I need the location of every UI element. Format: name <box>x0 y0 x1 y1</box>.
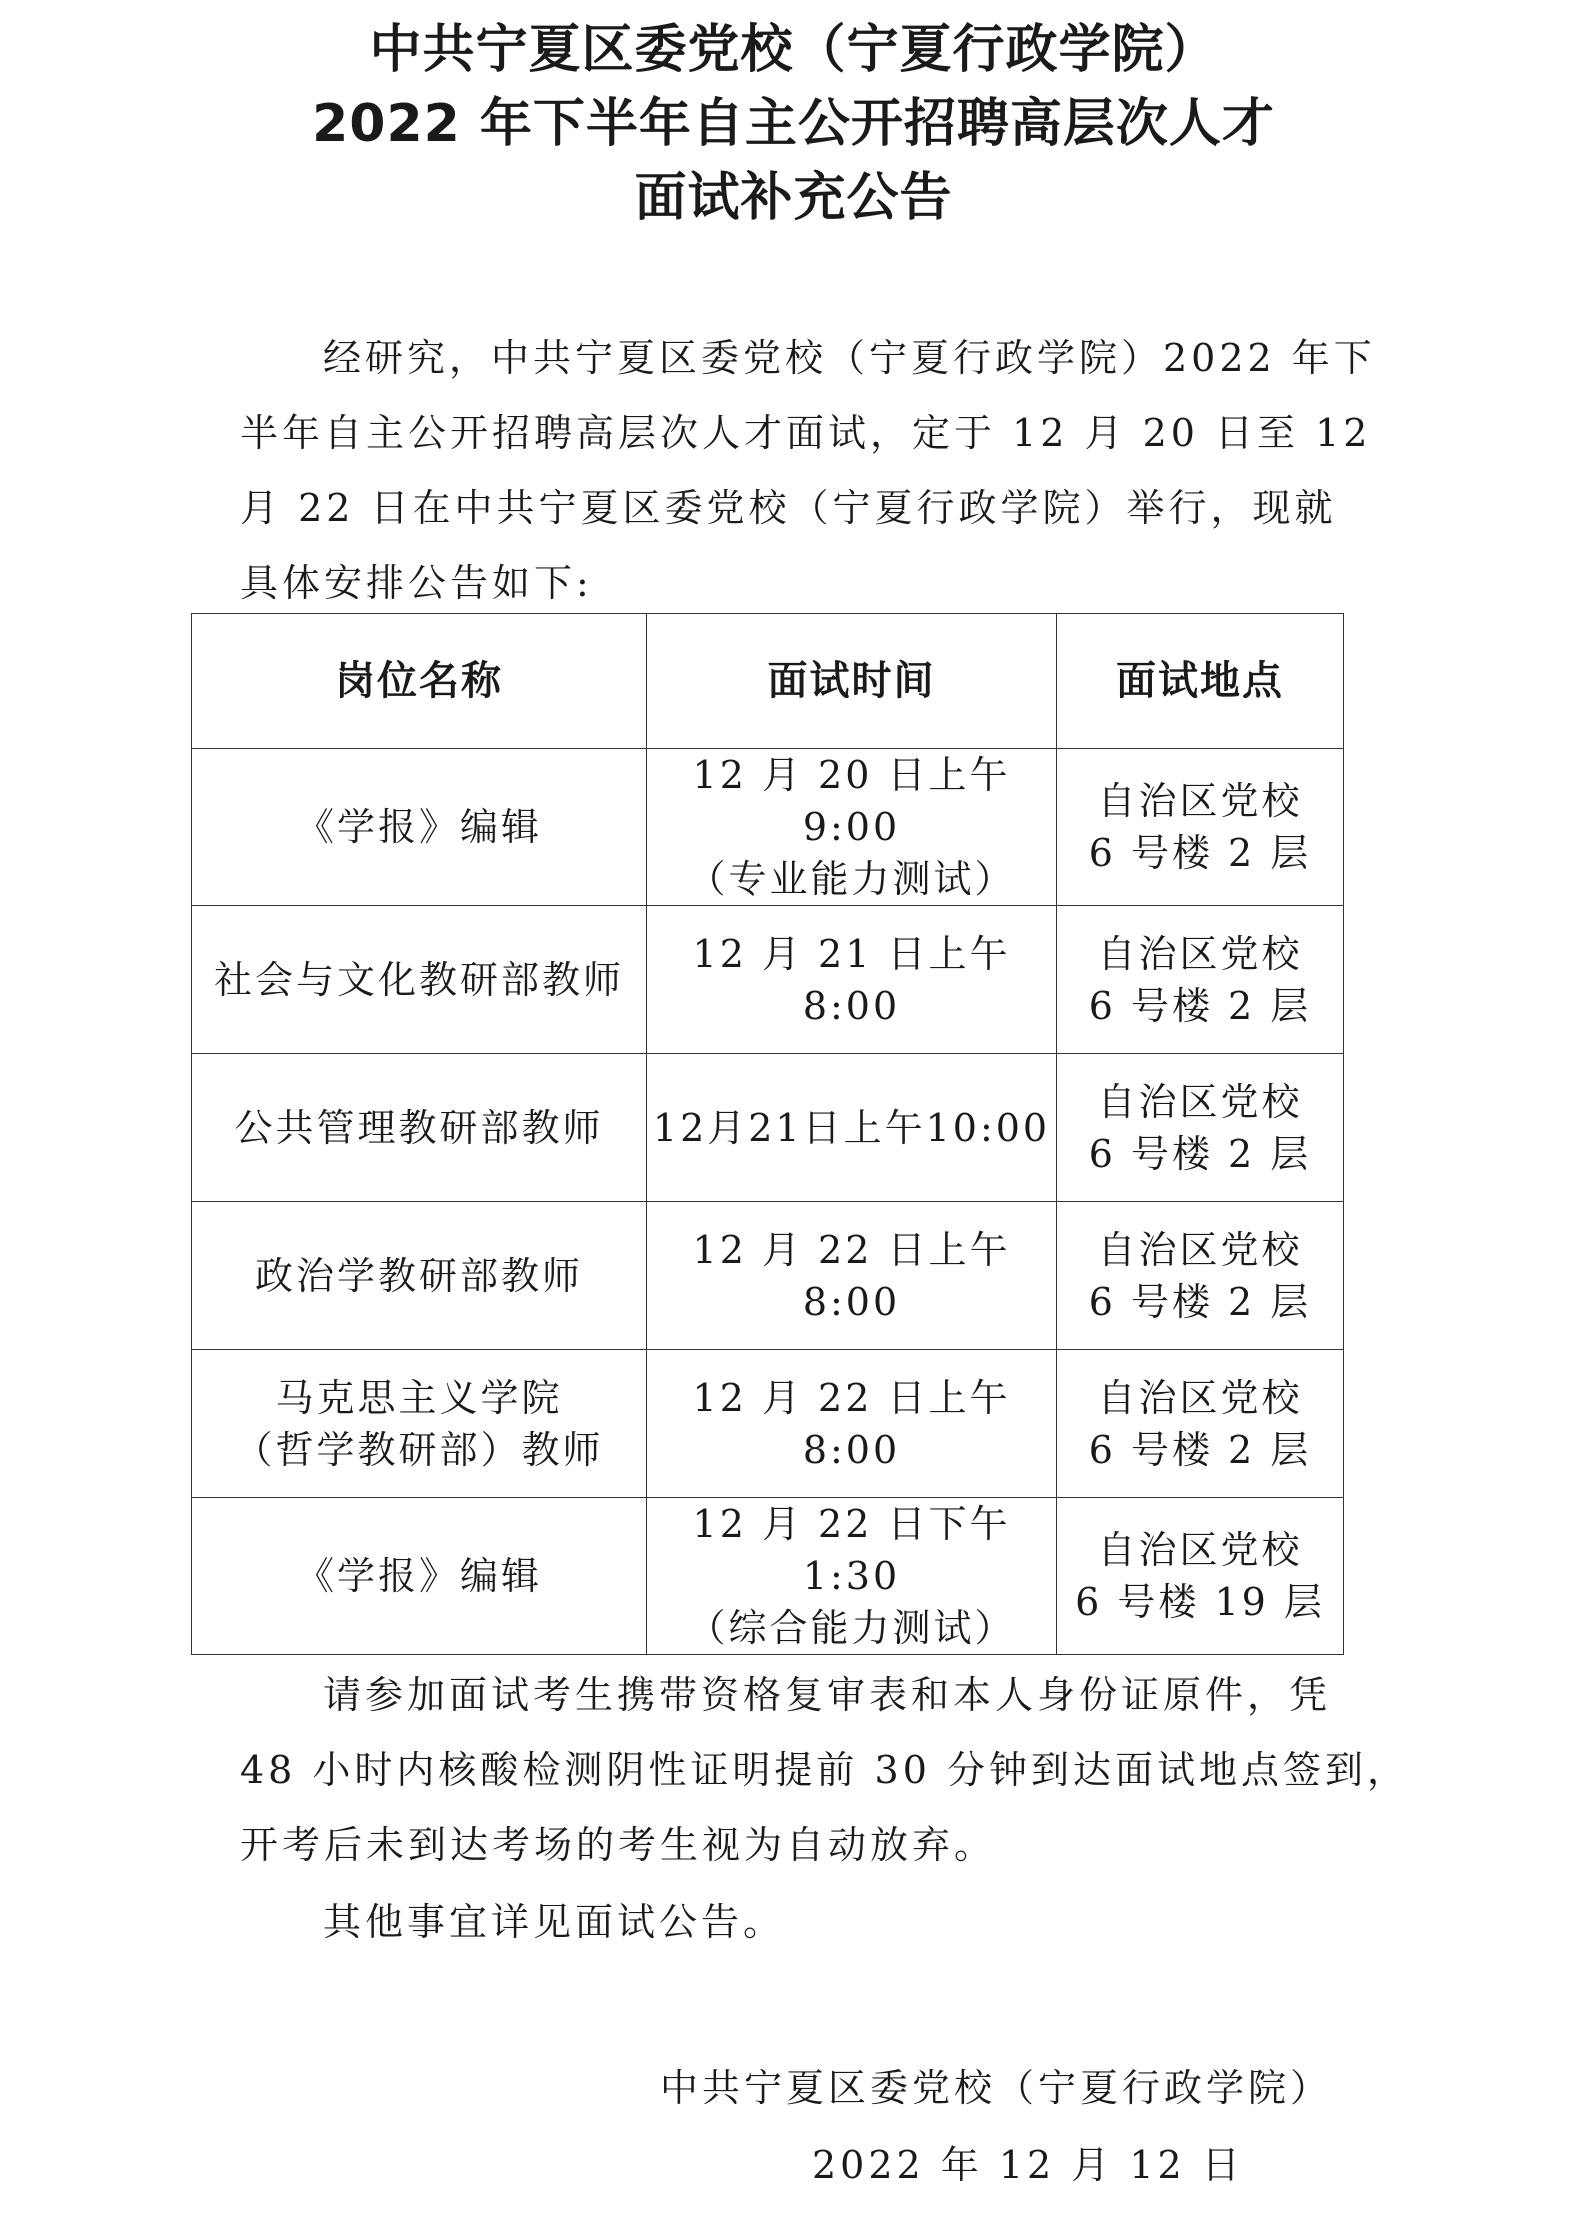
cell-time: 12月21日上午10:00 <box>647 1054 1057 1202</box>
cell-place: 自治区党校 6 号楼 2 层 <box>1057 906 1344 1054</box>
table-row <box>192 749 1344 906</box>
cell-place: 自治区党校 6 号楼 2 层 <box>1057 1054 1344 1202</box>
intro-line-4: 具体安排公告如下: <box>240 561 593 605</box>
notice-line-2: 48 小时内核酸检测阴性证明提前 30 分钟到达面试地点签到， <box>240 1748 1409 1792</box>
cell-time: 12 月 22 日上午 8:00 <box>647 1202 1057 1350</box>
title-line-1: 中共宁夏区委党校（宁夏行政学院） <box>369 20 1218 80</box>
notice-line-1: 请参加面试考生携带资格复审表和本人身份证原件，凭 <box>323 1673 1332 1717</box>
cell-place: 自治区党校 6 号楼 19 层 <box>1057 1498 1344 1655</box>
title-line-3: 面试补充公告 <box>634 168 953 228</box>
table-row <box>192 1202 1344 1350</box>
table-row <box>192 906 1344 1054</box>
cell-position: 马克思主义学院 （哲学教研部）教师 <box>192 1350 647 1498</box>
cell-place: 自治区党校 6 号楼 2 层 <box>1057 749 1344 906</box>
table-row <box>192 1350 1344 1498</box>
notice-line-3: 开考后未到达考场的考生视为自动放弃。 <box>240 1823 997 1867</box>
cell-time: 12 月 22 日上午 8:00 <box>647 1350 1057 1498</box>
cell-position: 公共管理教研部教师 <box>192 1054 647 1202</box>
signature-org: 中共宁夏区委党校（宁夏行政学院） <box>660 2066 1333 2110</box>
notice-line-4: 其他事宜详见面试公告。 <box>323 1900 786 1944</box>
cell-position: 《学报》编辑 <box>192 749 647 906</box>
header-position: 岗位名称 <box>192 614 647 749</box>
table-row <box>192 1054 1344 1202</box>
cell-position: 《学报》编辑 <box>192 1498 647 1655</box>
intro-line-3: 月 22 日在中共宁夏区委党校（宁夏行政学院）举行，现就 <box>240 486 1337 530</box>
table-row <box>192 1498 1344 1655</box>
intro-line-1: 经研究，中共宁夏区委党校（宁夏行政学院）2022 年下 <box>323 336 1376 380</box>
table-header-row <box>192 614 1344 749</box>
title-line-2: 2022 年下半年自主公开招聘高层次人才 <box>312 94 1275 154</box>
signature-date: 2022 年 12 月 12 日 <box>812 2143 1244 2187</box>
cell-time: 12 月 22 日下午 1:30 （综合能力测试） <box>647 1498 1057 1655</box>
cell-place: 自治区党校 6 号楼 2 层 <box>1057 1202 1344 1350</box>
cell-place: 自治区党校 6 号楼 2 层 <box>1057 1350 1344 1498</box>
header-time: 面试时间 <box>647 614 1057 749</box>
cell-time: 12 月 21 日上午 8:00 <box>647 906 1057 1054</box>
interview-schedule-table <box>191 613 1344 1655</box>
header-place: 面试地点 <box>1057 614 1344 749</box>
cell-position: 政治学教研部教师 <box>192 1202 647 1350</box>
cell-time: 12 月 20 日上午 9:00 （专业能力测试） <box>647 749 1057 906</box>
cell-position: 社会与文化教研部教师 <box>192 906 647 1054</box>
intro-line-2: 半年自主公开招聘高层次人才面试，定于 12 月 20 日至 12 <box>240 411 1372 455</box>
